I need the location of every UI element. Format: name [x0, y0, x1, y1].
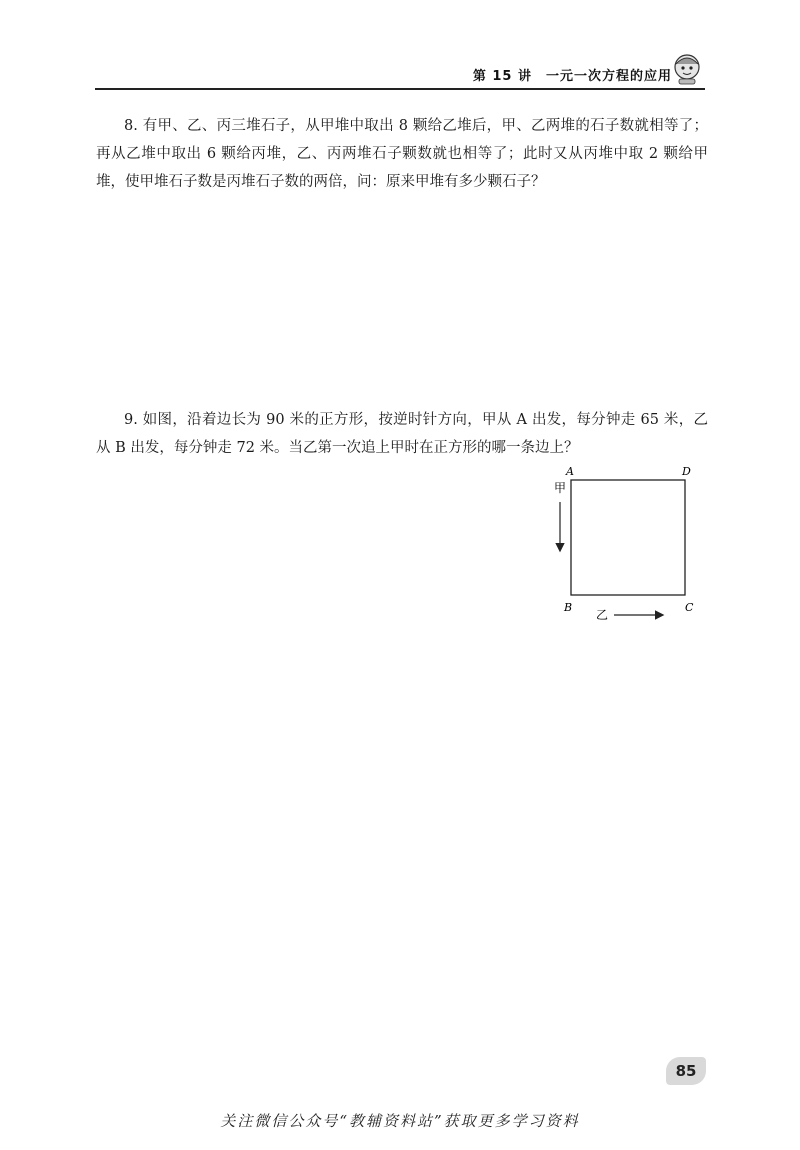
vertex-b-label: B	[564, 601, 573, 614]
problem-9-text: 9. 如图，沿着边长为 90 米的正方形，按逆时针方向，甲从 A 出发，每分钟走 65 米，乙从 B 出发，每分钟走 72 米。当乙第一次追上甲时在正方形的哪一条边上？	[96, 412, 708, 456]
footer-note: 关注微信公众号“教辅资料站”获取更多学习资料	[220, 1112, 580, 1130]
page-number: 85	[666, 1057, 706, 1085]
vertex-a-label: A	[566, 465, 574, 478]
square-figure	[530, 460, 710, 630]
problem-8	[96, 112, 708, 196]
lecture-title: 第 15 讲 一元一次方程的应用	[472, 69, 672, 84]
header-rule	[95, 88, 705, 90]
jia-label: 甲	[554, 481, 567, 495]
page-header	[0, 60, 800, 94]
problem-8-text: 8. 有甲、乙、丙三堆石子，从甲堆中取出 8 颗给乙堆后，甲、乙两堆的石子数就相等了；再从乙堆中取出 6 颗给丙堆，乙、丙两堆石子颗数就也相等了；此时又从丙堆中取 2 颗给甲堆，使甲堆石子数是丙堆石子数的两倍，问：原来甲堆有多少颗石子？	[96, 118, 708, 190]
yi-label: 乙	[596, 608, 609, 622]
vertex-c-label: C	[685, 601, 694, 614]
vertex-d-label: D	[682, 465, 691, 478]
mascot-icon	[670, 52, 704, 86]
problem-9	[96, 406, 708, 462]
square-path	[571, 480, 685, 595]
